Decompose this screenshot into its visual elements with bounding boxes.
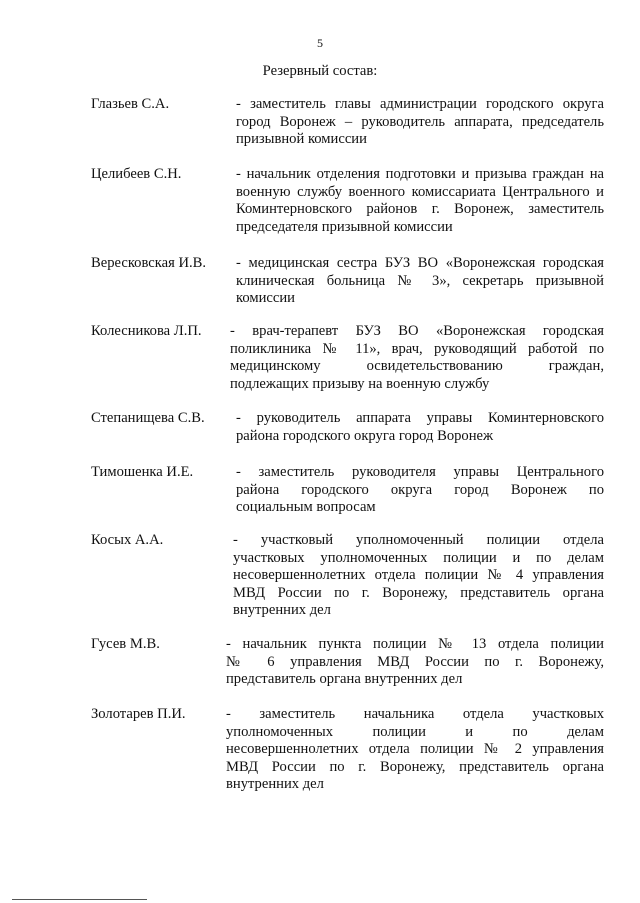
description-line: уполномоченных полиции и по делам <box>226 723 604 740</box>
section-heading: Резервный состав: <box>262 63 378 79</box>
description-line: участковых уполномоченных полиции и по делам <box>233 549 604 566</box>
description-line: призывной комиссии <box>236 131 367 148</box>
page-number: 5 <box>317 36 323 50</box>
member-name: Целибеев С.Н. <box>91 166 182 182</box>
description-line: внутренних дел <box>226 776 324 793</box>
description-line: МВД России по г. Воронежу, представитель органа <box>233 584 604 601</box>
description-line: социальным вопросам <box>236 499 376 516</box>
description-line: комиссии <box>236 290 295 307</box>
description-line: Коминтерновского районов г. Воронеж, заместитель <box>236 201 604 218</box>
member-description <box>233 532 604 620</box>
member-name: Степанищева С.В. <box>91 410 205 426</box>
member-name: Тимошенка И.Е. <box>91 464 194 480</box>
description-line: город Воронеж – руководитель аппарата, председатель <box>236 113 604 130</box>
member-description <box>236 410 604 445</box>
description-line: - медицинская сестра БУЗ ВО «Воронежская городская <box>236 255 604 271</box>
description-line: района городского округа город Воронеж по <box>236 481 604 498</box>
description-line: несовершеннолетних отдела полиции № 2 управления <box>226 741 604 758</box>
description-line: председателя призывной комиссии <box>236 218 453 235</box>
member-name: Косых А.А. <box>91 532 164 548</box>
member-name: Гусев М.В. <box>91 636 160 652</box>
description-line: - врач-терапевт БУЗ ВО «Воронежская городская <box>230 323 604 339</box>
description-line: клиническая больница № 3», секретарь призывной <box>236 272 604 289</box>
description-line: - начальник пункта полиции № 13 отдела полиции <box>226 636 604 652</box>
description-line: медицинскому освидетельствованию граждан, <box>230 358 604 375</box>
member-name: Вересковская И.В. <box>91 255 207 271</box>
description-line: - заместитель главы администрации городского округа <box>236 96 604 112</box>
description-line: несовершеннолетних отдела полиции № 4 управления <box>233 567 604 584</box>
member-name: Золотарев П.И. <box>91 706 186 722</box>
description-line: - начальник отделения подготовки и призыва граждан на <box>236 166 604 182</box>
member-description <box>230 323 604 393</box>
description-line: - руководитель аппарата управы Коминтерновского <box>236 410 604 426</box>
member-description <box>236 464 604 517</box>
description-line: района городского округа город Воронеж <box>236 427 494 444</box>
member-description <box>236 166 604 236</box>
page-bottom-rule <box>12 899 147 900</box>
description-line: подлежащих призыву на военную службу <box>230 375 490 392</box>
description-line: - заместитель начальника отдела участковых <box>226 706 604 722</box>
member-name: Колесникова Л.П. <box>91 323 202 339</box>
member-description <box>226 636 604 689</box>
description-line: - участковый уполномоченный полиции отдела <box>233 532 604 548</box>
description-line: - заместитель руководителя управы Центрального <box>236 464 604 480</box>
description-line: представитель органа внутренних дел <box>226 671 463 688</box>
description-line: МВД России по г. Воронежу, представитель органа <box>226 758 604 775</box>
member-description <box>236 255 604 308</box>
member-name: Глазьев С.А. <box>91 96 170 112</box>
member-description <box>236 96 604 149</box>
description-line: военную службу военного комиссариата Центрального и <box>236 183 604 200</box>
description-line: поликлиника № 11», врач, руководящий работой по <box>230 340 604 357</box>
description-line: № 6 управления МВД России по г. Воронежу, <box>226 653 604 670</box>
member-description <box>226 706 604 794</box>
description-line: внутренних дел <box>233 602 331 619</box>
